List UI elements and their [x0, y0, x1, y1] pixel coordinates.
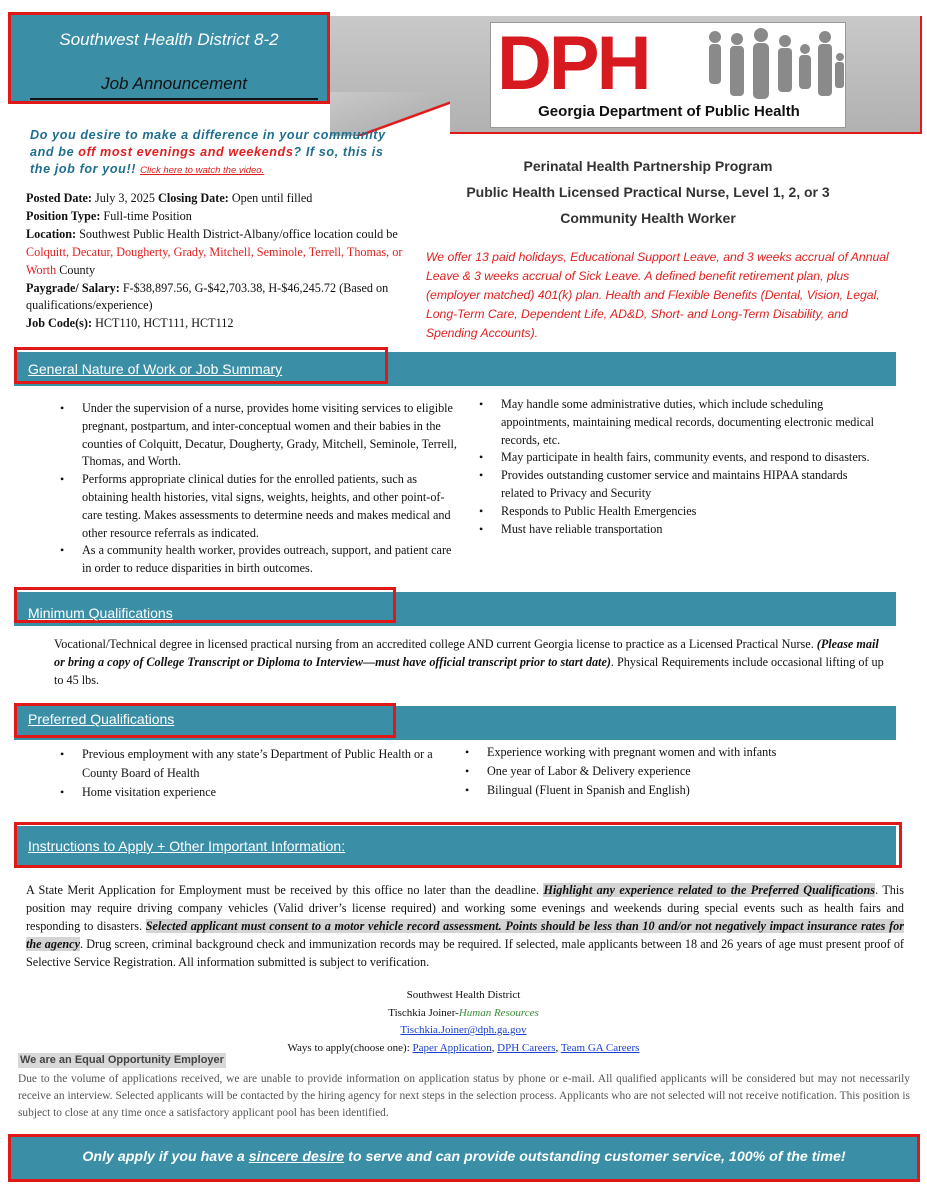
- application-status-notice: Due to the volume of applications received, we are unable to provide information on application status by phone or e-mail. All qualified applicants will be considered but may not necessarily receive an interview. Selected applicants will be contacted by the hiring agency for next steps in the selection process. Applicants who are not selected will not receive notification. This position is subject to close at any time once a satisfactory applicant pool has been identified.: [18, 1073, 910, 1119]
- instructions-section-heading: Instructions to Apply + Other Important Information:: [28, 838, 346, 854]
- list-item: • Previous employment with any state’s Department of Public Health or a County Board of Health: [58, 745, 448, 783]
- footer-underlined: sincere desire: [248, 1149, 345, 1165]
- posted-line: [26, 190, 406, 208]
- dph-logo: [490, 22, 846, 128]
- minimum-tail: . Physical Requirements include occasional lifting of up to 45 lbs.: [54, 654, 884, 687]
- posting-info: [26, 190, 406, 333]
- job-announcement-heading: Job Announcement: [30, 72, 318, 100]
- general-list-left: [58, 400, 460, 578]
- paygrade-note: (Based on qualifications/experience): [26, 280, 389, 313]
- program-line-2: Public Health Licensed Practical Nurse, Level 1, 2, or 3: [466, 184, 830, 200]
- list-item: • Responds to Public Health Emergencies: [477, 503, 882, 521]
- benefits-text: We offer 13 paid holidays, Educational Support Leave, and 3 weeks accrual of Annual Leave & 3 weeks accrual of Sick Leave. A defined benefit retirement plan, plus (employer matched) 401(k) plan. Health and Flexible Benefits (Dental, Vision, Legal, Long-Term Care, Dependent Life, AD&D, Short- and Long-Term Disability, and Spending Accounts).: [426, 250, 889, 340]
- intro-line-a: Do you desire to make a difference in your community and be: [30, 128, 386, 159]
- instructions-p1: A State Merit Application for Employment must be received by this office no later than the deadline.: [26, 883, 544, 897]
- minimum-section-heading: Minimum Qualifications: [28, 605, 173, 621]
- list-item: • As a community health worker, provides outreach, support, and patient care in order to reduce disparities in birth outcomes.: [58, 542, 460, 578]
- contact-role: Human Resources: [458, 1006, 539, 1019]
- job-codes-line: [26, 315, 406, 333]
- program-line-1: Perinatal Health Partnership Program: [523, 158, 773, 174]
- contact-email-link[interactable]: Tischkia.Joiner@dph.ga.gov: [400, 1024, 527, 1036]
- preferred-section-heading: Preferred Qualifications: [28, 711, 175, 727]
- list-item: • Home visitation experience: [58, 783, 448, 802]
- list-item: • Must have reliable transportation: [477, 521, 882, 539]
- location-counties: Colquitt, Decatur, Dougherty, Grady, Mitchell, Seminole, Terrell, Thomas, or Worth: [26, 244, 403, 277]
- job-codes-value: HCT110, HCT111, HCT112: [95, 316, 234, 331]
- paygrade-value: F-$38,897.56, G-$42,703.38, H-$46,245.72: [122, 280, 337, 295]
- watch-video-link[interactable]: Click here to watch the video.: [140, 165, 265, 176]
- list-item: • Provides outstanding customer service and maintains HIPAA standards related to Privacy and Security: [477, 467, 882, 503]
- footer-pre: Only apply if you have a: [82, 1149, 249, 1165]
- location-value: Southwest Public Health District-Albany/office location could be: [79, 226, 398, 241]
- dph-careers-link[interactable]: DPH Careers: [497, 1041, 556, 1054]
- list-item: • One year of Labor & Delivery experience: [463, 762, 883, 781]
- list-item: • Under the supervision of a nurse, provides home visiting services to eligible pregnant, postpartum, and inter-conceptual women and their babies in the counties of Colquitt, Decatur, Dougherty, Grady, Mitchell, Seminole, Terrell, Thomas, and Worth.: [58, 400, 460, 471]
- instructions-p2: . This position may require driving company vehicles (Valid driver’s license required) and working some evenings and weekends during special events such as health fairs and responding to disasters.: [26, 883, 904, 933]
- minimum-text: Vocational/Technical degree in licensed practical nursing from an accredited college AND current Georgia license to practice as a Licensed Practical Nurse.: [54, 637, 817, 651]
- paygrade-label: Paygrade/ Salary:: [26, 280, 120, 295]
- position-type-value: Full-time Position: [103, 208, 192, 223]
- contact-org: Southwest Health District: [406, 989, 521, 1001]
- dph-logo-name: Georgia Department of Public Health: [538, 103, 800, 120]
- list-item: • Performs appropriate clinical duties for the enrolled patients, such as obtaining health histories, vital signs, weights, heights, and other point-of-care testing. Makes assessments to determine needs and makes medical and other resource referrals as indicated.: [58, 471, 460, 542]
- closing-value: Open until filled: [231, 191, 313, 205]
- district-title: Southwest Health District 8-2: [59, 30, 279, 49]
- footer-message: [8, 1149, 920, 1165]
- intro-text: [30, 127, 402, 179]
- program-title: [418, 153, 878, 231]
- job-codes-label: Job Code(s):: [26, 316, 93, 331]
- paper-application-link[interactable]: Paper Application: [412, 1041, 492, 1054]
- dph-logo-letters: DPH: [497, 21, 649, 106]
- equal-opportunity-heading: We are an Equal Opportunity Employer: [20, 1054, 224, 1066]
- people-silhouette-icon: [701, 27, 845, 103]
- preferred-list-left: [58, 745, 448, 802]
- list-item: • Experience working with pregnant women and with infants: [463, 743, 883, 762]
- list-item: • Bilingual (Fluent in Spanish and English): [463, 781, 883, 800]
- location-label: Location:: [26, 226, 77, 241]
- general-list-right: [477, 396, 882, 538]
- program-line-3: Community Health Worker: [560, 210, 736, 226]
- link-separator: ,: [555, 1041, 561, 1054]
- location-suffix: County: [56, 262, 96, 277]
- instructions-highlight-1: Highlight any experience related to the Preferred Qualifications: [543, 883, 876, 897]
- link-separator: ,: [491, 1041, 498, 1054]
- general-section-heading: General Nature of Work or Job Summary: [28, 361, 283, 377]
- contact-person-line: [0, 1005, 927, 1023]
- team-ga-careers-link[interactable]: Team GA Careers: [560, 1041, 640, 1054]
- list-item: • May participate in health fairs, community events, and respond to disasters.: [477, 449, 882, 467]
- position-type-label: Position Type:: [26, 208, 101, 223]
- footer-post: to serve and can provide outstanding customer service, 100% of the time!: [344, 1149, 846, 1165]
- instructions-p3: . Drug screen, criminal background check and immunization records may be required. If selected, male applicants between 18 and 26 years of age must present proof of Selective Service Registration. All information submitted is subject to verification.: [26, 937, 904, 969]
- instructions-highlight-2: Selected applicant must consent to a motor vehicle record assessment. Points should be less than 10 and/or not negatively impact insurance rates for the agency: [26, 919, 904, 951]
- list-item: • May handle some administrative duties, which include scheduling appointments, maintaining medical records, documenting electronic medical records, etc.: [477, 396, 882, 449]
- location-line: [26, 226, 406, 280]
- contact-email-line: [0, 1022, 927, 1040]
- minimum-qualifications-text: [54, 636, 884, 689]
- contact-person: Tischkia Joiner-: [388, 1006, 459, 1019]
- posted-value: July 3, 2025: [95, 191, 155, 205]
- posted-label: Posted Date:: [26, 191, 92, 205]
- contact-block: [0, 987, 927, 1057]
- preferred-list-right: [463, 743, 883, 800]
- paygrade-line: [26, 280, 406, 316]
- intro-line-b: ? If so, this is the job for you!!: [30, 145, 384, 176]
- instructions-text: [26, 881, 904, 971]
- closing-label: Closing Date:: [158, 191, 229, 205]
- apply-ways-label: Ways to apply(choose one):: [287, 1041, 413, 1054]
- minimum-emphasis: (Please mail or bring a copy of College Transcript or Diploma to Interview—must have official transcript prior to start date): [54, 637, 879, 669]
- intro-highlight: off most evenings and weekends: [78, 145, 294, 159]
- position-type-line: [26, 208, 406, 226]
